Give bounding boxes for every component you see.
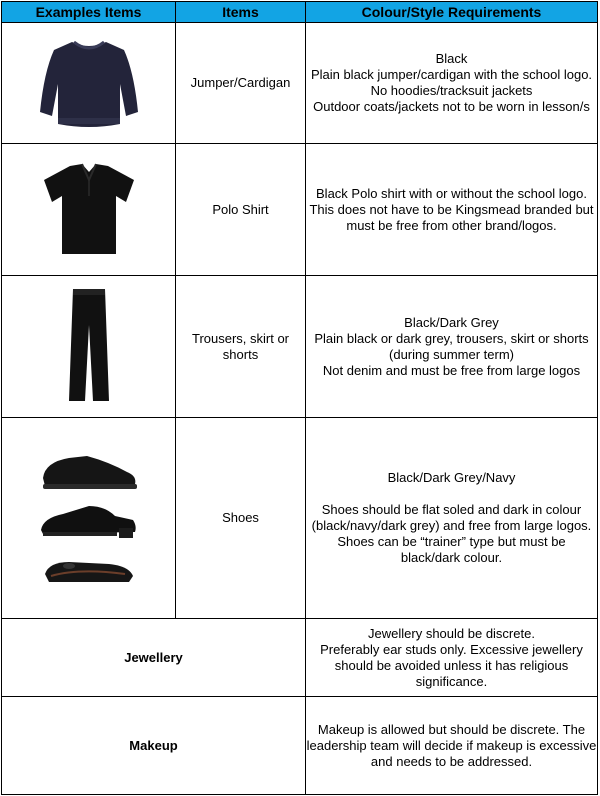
shoes-image-stack: [2, 448, 175, 588]
table-row-shoes: [2, 418, 598, 619]
requirement-line: Makeup is allowed but should be discrete. The leadership team will decide if makeup is excessive and needs to be addressed.: [306, 721, 597, 769]
example-cell-trousers: [2, 276, 176, 418]
table-row-polo: [2, 144, 598, 276]
spacer: [306, 486, 597, 502]
header-requirements: Colour/Style Requirements: [306, 2, 598, 23]
header-items: Items: [176, 2, 306, 23]
requirement-title: Black/Dark Grey/Navy: [387, 470, 516, 485]
uniform-table: [1, 1, 598, 795]
requirement-line: Plain black or dark grey, trousers, skirt or shorts (during summer term): [314, 330, 589, 362]
item-cell-trousers: Trousers, skirt or shorts: [176, 276, 306, 418]
trousers-image: [59, 285, 119, 405]
table-row-makeup: [2, 697, 598, 795]
requirements-cell-jumper: [306, 23, 598, 144]
item-cell-jewellery: Jewellery: [2, 619, 306, 697]
requirement-line: Shoes can be “trainer” type but must be black/dark colour.: [337, 534, 566, 565]
requirement-line: Shoes should be flat soled and dark in colour (black/navy/dark grey) and free from large logos.: [311, 502, 592, 533]
table-row-jumper: [2, 23, 598, 144]
item-cell-polo: Polo Shirt: [176, 144, 306, 276]
example-cell-polo: [2, 144, 176, 276]
trainer-shoe-image: [39, 448, 139, 492]
requirement-line: Black/Dark Grey: [404, 314, 499, 330]
example-cell-jumper: [2, 23, 176, 144]
requirements-cell-trousers: [306, 276, 598, 418]
requirement-line: Black: [435, 51, 468, 66]
requirement-line: Outdoor coats/jackets not to be worn in lesson/s: [313, 99, 590, 114]
jumper-image: [34, 32, 144, 132]
item-cell-jumper: Jumper/Cardigan: [176, 23, 306, 144]
requirement-line: Plain black jumper/cardigan with the school logo.: [310, 67, 593, 82]
table-header-row: [2, 2, 598, 23]
requirement-line: No hoodies/tracksuit jackets: [370, 83, 533, 98]
table-row-trousers: [2, 276, 598, 418]
requirement-line: Not denim and must be free from large logos: [322, 362, 581, 378]
polo-shirt-image: [34, 158, 144, 258]
ballet-flat-image: [39, 548, 139, 588]
requirement-line: Preferably ear studs only. Excessive jewellery should be avoided unless it has religious significance.: [320, 641, 583, 689]
lace-up-shoe-image: [39, 498, 139, 542]
header-examples: Examples Items: [2, 2, 176, 23]
requirements-cell-jewellery: [306, 619, 598, 697]
requirements-cell-shoes: [306, 418, 598, 619]
example-cell-shoes: [2, 418, 176, 619]
requirements-cell-makeup: [306, 697, 598, 795]
requirement-line: Black Polo shirt with or without the school logo. This does not have to be Kingsmead branded but must be free from other brand/logos.: [309, 185, 594, 233]
item-cell-shoes: Shoes: [176, 418, 306, 619]
table-row-jewellery: [2, 619, 598, 697]
requirement-line: Jewellery should be discrete.: [368, 625, 535, 641]
requirements-cell-polo: [306, 144, 598, 276]
item-cell-makeup: Makeup: [2, 697, 306, 795]
